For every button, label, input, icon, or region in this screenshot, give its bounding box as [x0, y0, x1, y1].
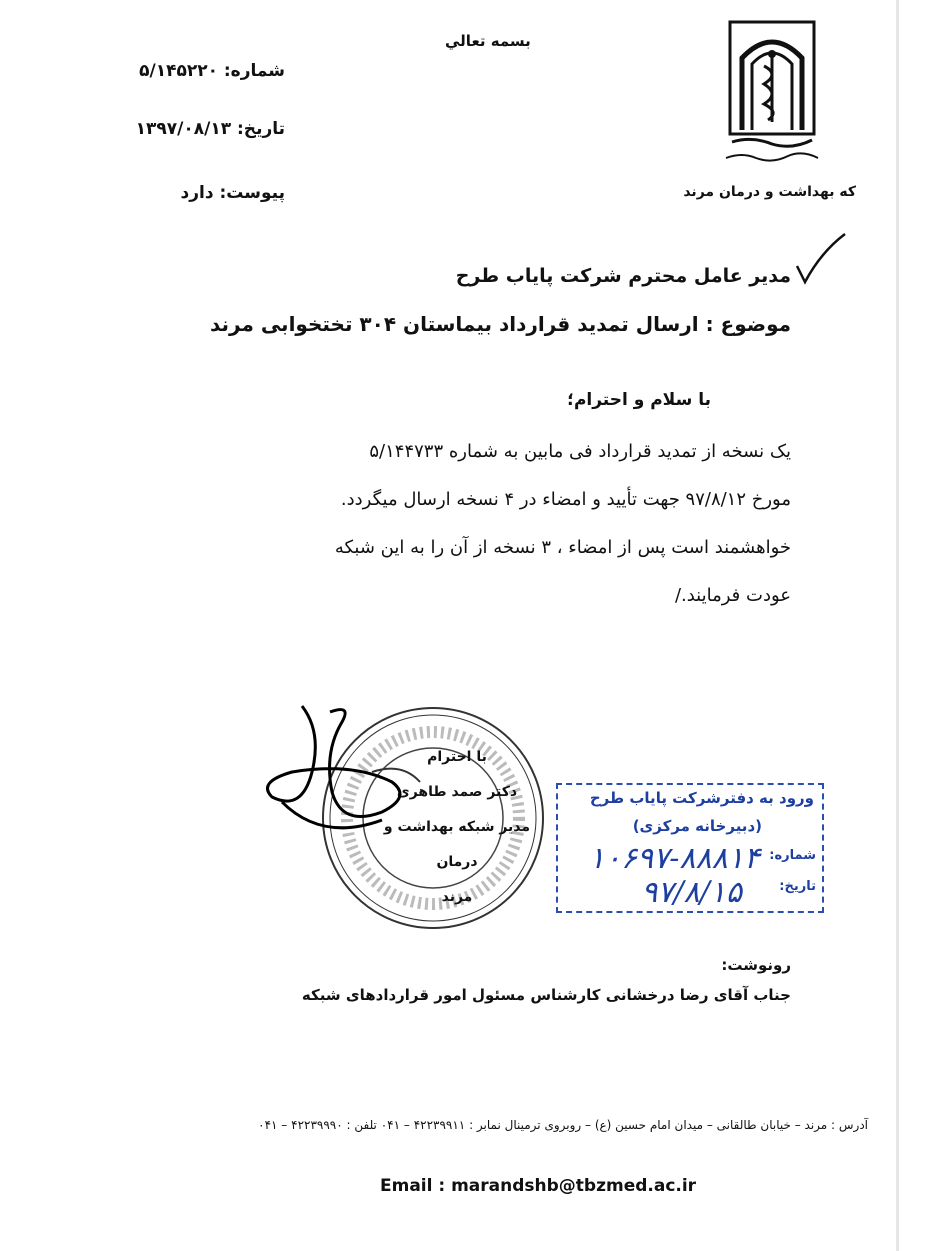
body-line: خواهشمند است پس از امضاء ، ۳ نسخه از آن را به این شبکه [334, 537, 791, 558]
footer-address: آدرس : مرند – خیابان طالقانی – میدان امام حسین (ع) – روبروی ترمینال نمابر : ۴۲۲۳۹۹۱۱ – ۰۴۱ تلفن : ۴۲۲۳۹۹۹۰ – ۰۴۱ [258, 1118, 868, 1132]
letter-body [231, 428, 791, 620]
signer-title: مدیر شبکه بهداشت و درمان [383, 819, 531, 870]
receipt-number-label: شماره: [769, 848, 816, 863]
receipt-title: ورود به دفترشرکت پایاب طرح [589, 789, 814, 807]
signer-city: مرند [441, 889, 473, 905]
signer-name: دکتر صمد طاهری [396, 784, 518, 800]
footer-email: Email : marandshb@tbzmed.ac.ir [380, 1176, 697, 1196]
organization-name: که بهداشت و درمان مرند [683, 184, 856, 200]
receipt-date-label: تاریخ: [779, 879, 816, 894]
handwritten-signature [262, 702, 422, 862]
addressee: مدیر عامل محترم شرکت پایاب طرح [455, 265, 791, 287]
body-line: مورخ ۹۷/۸/۱۲ جهت تأیید و امضاء در ۴ نسخه ارسال میگردد. [340, 489, 791, 510]
subject-line: موضوع : ارسال تمدید قرارداد بیماستان ۳۰۴ تختخوابی مرند [209, 312, 791, 336]
letter-number: شماره: ۵/۱۴۵۲۲۰ [139, 61, 285, 81]
receipt-date-value: ۹۷/۸/۱۵ [641, 875, 742, 910]
cc-label: رونوشت: [721, 956, 791, 974]
basmala: بسمه تعالي [445, 32, 531, 50]
letter-attachment: پیوست: دارد [180, 183, 285, 203]
receipt-number-value: ۱۰۶۹۷-۸۸۸۱۴ [588, 841, 760, 876]
receipt-stamp [556, 783, 824, 913]
closing: با احترام [427, 749, 487, 765]
university-emblem-icon [722, 18, 822, 166]
body-line: عودت فرمایند./ [674, 585, 791, 606]
body-line: یک نسخه از تمدید قرارداد فی مابین به شماره ۵/۱۴۴۷۳۳ [369, 441, 791, 462]
scan-edge [896, 0, 899, 1251]
greeting: با سلام و احترام؛ [567, 390, 711, 410]
checkmark-icon [793, 232, 848, 287]
receipt-subtitle: (دبیرخانه مرکزی) [632, 817, 762, 835]
cc-recipient: جناب آقای رضا درخشانی کارشناس مسئول امور قراردادهای شبکه [301, 986, 791, 1004]
letter-date: تاریخ: ۱۳۹۷/۰۸/۱۳ [135, 119, 285, 139]
